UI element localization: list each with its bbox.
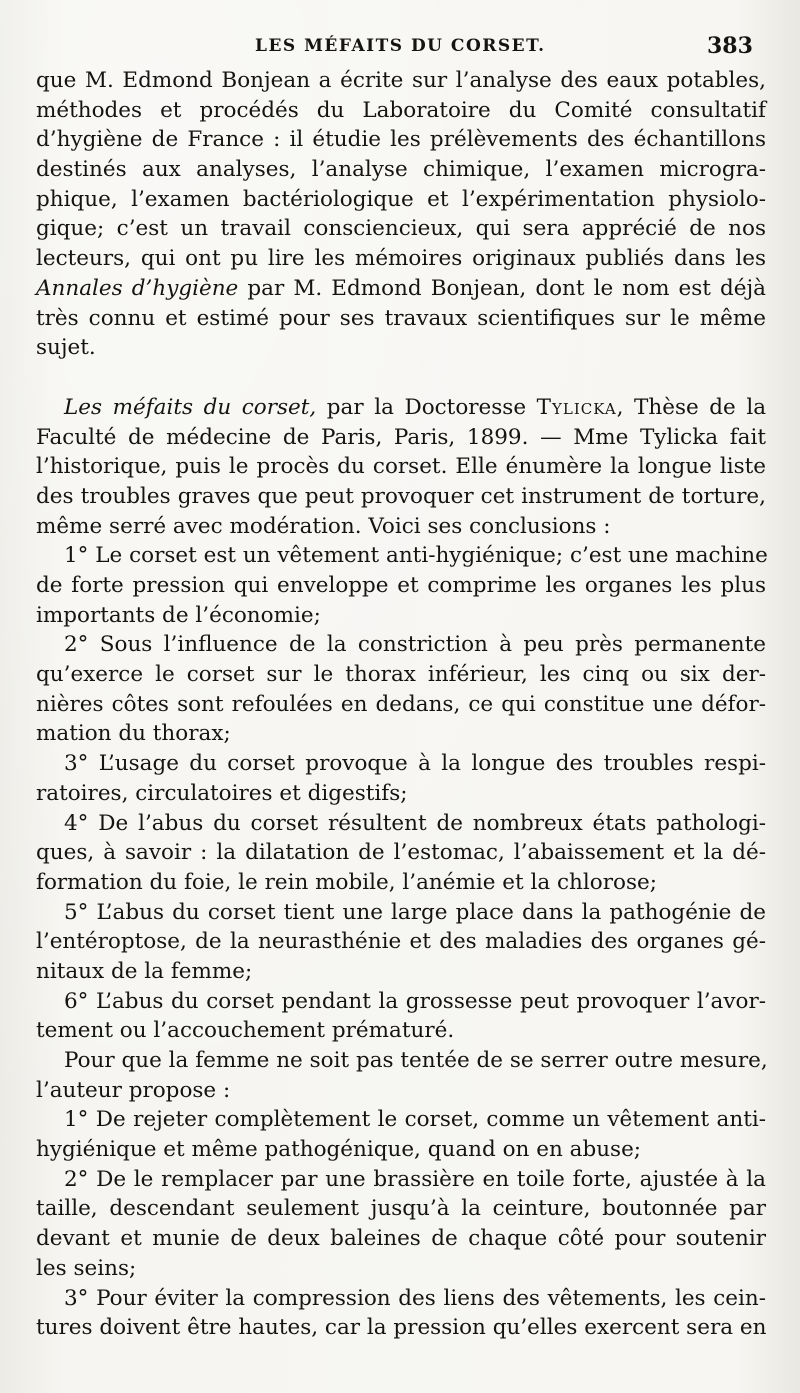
text-line: tures doivent être hautes, car la pression qu’elles exercent sera en xyxy=(36,1315,767,1341)
conclusion-item xyxy=(36,987,766,1046)
text-line: Pour que la femme ne soit pas tentée de se serrer outre mesure, xyxy=(64,1048,768,1073)
text-line: qu’exerce le corset sur le thorax inférieur, les cinq ou six der- xyxy=(36,662,766,688)
page-number: 383 xyxy=(707,33,753,59)
text-line: Faculté de médecine de Paris, Paris, 1899. — Mme Tylicka fait xyxy=(36,424,766,450)
text-line-tail: par M. Edmond Bonjean, dont le nom est déjà xyxy=(247,275,767,301)
journal-title: Annales d’hygiène xyxy=(36,275,239,301)
running-title: LES MÉFAITS DU CORSET. xyxy=(255,36,546,56)
text-fragment: par la Doctoresse xyxy=(326,394,527,420)
text-line: phique, l’examen bactériologique et l’expérimentation physiolo- xyxy=(36,186,766,212)
conclusion-item xyxy=(36,749,766,808)
text-line: d’hygiène de France : il étudie les prélèvements des échantillons xyxy=(36,127,766,153)
text-line: l’auteur propose : xyxy=(36,1077,231,1103)
text-line: sujet. xyxy=(36,335,96,361)
paragraph-bonjean-review xyxy=(36,66,766,363)
text-line: l’historique, puis le procès du corset. Elle énumère la longue liste xyxy=(36,454,766,480)
conclusion-item xyxy=(36,541,766,630)
text-line: que M. Edmond Bonjean a écrite sur l’analyse des eaux potables, xyxy=(36,68,766,93)
text-line: hygiénique et même pathogénique, quand on en abuse; xyxy=(36,1137,642,1163)
text-line: des troubles graves que peut provoquer cet instrument de torture, xyxy=(36,483,766,509)
text-line: 2° De le remplacer par une brassière en toile forte, ajustée à la xyxy=(64,1166,766,1192)
text-line: formation du foie, le rein mobile, l’anémie et la chlorose; xyxy=(36,869,657,895)
text-line: 5° L’abus du corset tient une large place dans la pathogénie de xyxy=(64,899,766,925)
text-fragment: , Thèse de la xyxy=(616,394,767,420)
text-line: l’entéroptose, de la neurasthénie et des maladies des organes gé- xyxy=(36,929,766,955)
conclusion-item xyxy=(36,630,766,749)
text-line: ratoires, circulatoires et digestifs; xyxy=(36,780,408,806)
text-line: taille, descendant seulement jusqu’à la ceinture, boutonnée par xyxy=(36,1196,766,1222)
text-line: mation du thorax; xyxy=(36,721,231,747)
text-line: gique; c’est un travail consciencieux, qui sera apprécié de nos xyxy=(36,216,766,242)
text-line: 3° L’usage du corset provoque à la longue des troubles respi- xyxy=(64,751,766,777)
text-line xyxy=(36,274,766,304)
text-line: nières côtes sont refoulées en dedans, ce qui constitue une défor- xyxy=(36,691,766,717)
text-line: importants de l’économie; xyxy=(36,602,321,628)
text-line: méthodes et procédés du Laboratoire du Comité consultatif xyxy=(36,97,766,123)
book-title: Les méfaits du corset, xyxy=(64,394,317,420)
text-line: 2° Sous l’influence de la constriction à peu près permanente xyxy=(64,632,766,658)
text-line: 3° Pour éviter la compression des liens des vêtements, les cein- xyxy=(64,1285,766,1311)
author-name: Tylicka xyxy=(536,394,617,420)
text-line: lecteurs, qui ont pu lire les mémoires originaux publiés dans les xyxy=(36,246,766,272)
text-line: ques, à savoir : la dilatation de l’estomac, l’abaissement et la dé- xyxy=(36,840,766,866)
body-text xyxy=(36,66,766,1343)
proposal-item xyxy=(36,1165,766,1284)
text-line: 1° De rejeter complètement le corset, comme un vêtement anti- xyxy=(64,1107,766,1133)
text-line: nitaux de la femme; xyxy=(36,958,253,984)
text-line: tement ou l’accouchement prématuré. xyxy=(36,1018,455,1044)
text-line xyxy=(36,393,766,423)
text-line: devant et munie de deux baleines de chaque côté pour soutenir xyxy=(36,1226,766,1252)
text-line: 6° L’abus du corset pendant la grossesse peut provoquer l’avor- xyxy=(64,988,766,1014)
text-line: 4° De l’abus du corset résultent de nombreux états pathologi- xyxy=(64,810,766,836)
text-line: 1° Le corset est un vêtement anti-hygiénique; c’est une machine xyxy=(64,543,768,569)
proposal-item xyxy=(36,1105,766,1164)
text-line: très connu et estimé pour ses travaux scientifiques sur le même xyxy=(36,305,766,331)
paragraph-gap xyxy=(36,363,766,393)
proposal-intro xyxy=(36,1046,766,1105)
text-line: les seins; xyxy=(36,1255,137,1281)
text-line: même serré avec modération. Voici ses conclusions : xyxy=(36,513,611,539)
text-line: destinés aux analyses, l’analyse chimique, l’examen microgra- xyxy=(36,157,766,183)
paragraph-tylicka-review xyxy=(36,393,766,541)
conclusion-item xyxy=(36,809,766,898)
proposal-item xyxy=(36,1284,766,1343)
conclusion-item xyxy=(36,898,766,987)
text-line: de forte pression qui enveloppe et comprime les organes les plus xyxy=(36,573,766,598)
